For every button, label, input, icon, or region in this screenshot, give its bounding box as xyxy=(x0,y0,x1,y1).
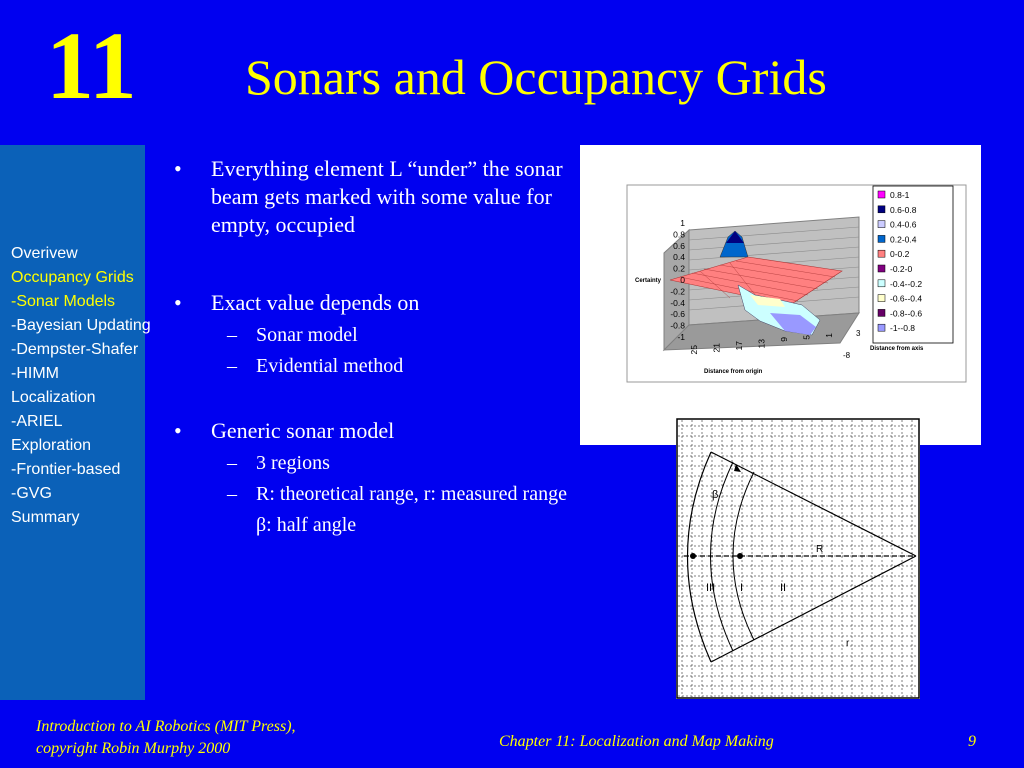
sub-bullet xyxy=(174,512,574,538)
depth-tick-3: 3 xyxy=(856,329,861,338)
legend-label: -0.8--0.6 xyxy=(890,308,923,319)
label-region-1: I xyxy=(740,582,744,594)
bullet-text: Generic sonar model xyxy=(211,418,395,443)
legend-swatch xyxy=(878,235,885,242)
bullet-text: Exact value depends on xyxy=(211,290,420,315)
y-tick-label: 0 xyxy=(680,275,685,285)
y-axis-title: Certainty xyxy=(635,278,662,284)
sidebar-item[interactable]: -Frontier-based xyxy=(11,461,121,478)
bullet-marker: • xyxy=(174,156,182,181)
y-tick-label: 0.2 xyxy=(673,263,685,274)
bullet-line xyxy=(174,289,574,317)
sub-bullet-marker: – xyxy=(227,355,237,377)
legend-swatch xyxy=(878,295,885,302)
sidebar-item[interactable]: -ARIEL xyxy=(11,413,63,430)
sidebar-item[interactable]: Overivew xyxy=(11,245,78,262)
legend-swatch xyxy=(878,280,885,287)
sidebar-item[interactable]: -Bayesian Updating xyxy=(11,317,151,334)
sub-bullet-marker: – xyxy=(227,452,237,474)
bullet-marker: • xyxy=(174,290,182,315)
legend-label: 0.8-1 xyxy=(890,190,910,200)
y-tick-label: -0.8 xyxy=(670,320,685,331)
x-tick-label: 1 xyxy=(824,333,834,338)
x-axis-title: Distance from origin xyxy=(704,369,763,375)
legend-swatch xyxy=(878,309,885,316)
sonar-model-diagram xyxy=(676,418,920,699)
y-tick-label: -1 xyxy=(677,332,685,342)
x-tick-label: 17 xyxy=(734,341,744,351)
sub-bullet-text: β: half angle xyxy=(256,514,357,536)
depth-tick-neg8: -8 xyxy=(843,351,851,360)
y-tick-label: -0.2 xyxy=(670,286,685,297)
point-marker-near xyxy=(737,553,743,559)
sub-bullet-text: Sonar model xyxy=(256,324,358,346)
legend-label: -0.6--0.4 xyxy=(890,293,923,304)
sub-bullet-text: 3 regions xyxy=(256,452,330,474)
sidebar-item[interactable]: -GVG xyxy=(11,485,52,502)
y-tick-label: 0.4 xyxy=(673,252,685,263)
sidebar-item[interactable]: -Sonar Models xyxy=(11,293,116,310)
point-marker-far xyxy=(690,553,696,559)
certainty-chart-panel xyxy=(580,145,981,445)
x-tick-label: 25 xyxy=(689,345,699,355)
legend-swatch xyxy=(878,250,885,257)
legend-swatch xyxy=(878,324,885,331)
y-tick-label: 0.6 xyxy=(673,240,685,251)
y-tick-label: -0.6 xyxy=(670,309,685,320)
legend-label: -1--0.8 xyxy=(890,323,916,334)
sidebar-item[interactable]: Occupancy Grids xyxy=(11,269,134,286)
x-tick-label: 5 xyxy=(801,335,812,340)
footer-copyright-line1: Introduction to AI Robotics (MIT Press), xyxy=(36,718,296,735)
sidebar-item[interactable]: Localization xyxy=(11,389,96,406)
bullet-line xyxy=(174,155,574,239)
label-R: R xyxy=(816,544,824,555)
y-tick-label: 1 xyxy=(680,218,685,228)
legend-label: 0.2-0.4 xyxy=(890,234,917,245)
occupancy-grid xyxy=(678,420,918,697)
bullet-list xyxy=(174,155,574,538)
x-tick-label: 13 xyxy=(756,339,767,349)
sidebar-item[interactable]: -HIMM xyxy=(11,365,59,382)
sidebar-item[interactable]: -Dempster-Shafer xyxy=(11,341,139,358)
bullet-item xyxy=(174,155,574,239)
footer-chapter: Chapter 11: Localization and Map Making xyxy=(499,733,774,750)
y-tick-label: -0.4 xyxy=(670,297,685,308)
bullet-text: Everything element L “under” the sonar beam gets marked with some value for empty, occupied xyxy=(211,156,563,237)
slide-title: Sonars and Occupancy Grids xyxy=(245,49,827,105)
sidebar-item[interactable]: Exploration xyxy=(11,437,92,454)
sub-bullet xyxy=(174,481,574,507)
footer-copyright-line2: copyright Robin Murphy 2000 xyxy=(36,740,231,757)
chapter-number: 11 xyxy=(46,12,137,119)
footer-copyright xyxy=(36,716,296,760)
bullet-item xyxy=(174,289,574,379)
x-tick-label: 9 xyxy=(779,337,789,342)
bullet-item xyxy=(174,417,574,538)
legend-swatch xyxy=(878,221,885,228)
sidebar-nav xyxy=(11,242,151,530)
legend-label: 0-0.2 xyxy=(890,249,910,260)
sub-bullet xyxy=(174,353,574,379)
sub-bullet-marker xyxy=(227,512,243,538)
sub-bullet-text: Evidential method xyxy=(256,355,404,377)
legend-label: 0.4-0.6 xyxy=(890,219,917,230)
certainty-chart xyxy=(580,145,981,445)
label-region-3: III xyxy=(706,582,716,594)
legend-label: -0.2-0 xyxy=(890,264,913,274)
legend-swatch xyxy=(878,265,885,272)
sub-bullet-marker: – xyxy=(227,483,237,505)
bullet-marker: • xyxy=(174,418,182,443)
sub-bullet xyxy=(174,450,574,476)
depth-axis-title: Distance from axis xyxy=(870,346,924,352)
sub-bullet xyxy=(174,322,574,348)
page-number: 9 xyxy=(968,733,976,750)
legend-swatch xyxy=(878,191,885,198)
x-tick-label: 21 xyxy=(711,343,722,353)
label-region-2: II xyxy=(780,582,787,594)
label-beta: β xyxy=(712,489,719,501)
sub-bullet-text: R: theoretical range, r: measured range xyxy=(256,483,567,505)
sub-bullet-marker: – xyxy=(227,324,237,346)
sidebar-item[interactable]: Summary xyxy=(11,509,80,526)
legend-swatch xyxy=(878,206,885,213)
legend-label: 0.6-0.8 xyxy=(890,204,917,215)
legend-label: -0.4--0.2 xyxy=(890,278,923,289)
label-r: r xyxy=(846,638,850,649)
sonar-model-panel xyxy=(676,418,920,699)
y-tick-label: 0.8 xyxy=(673,229,685,240)
bullet-line xyxy=(174,417,574,445)
